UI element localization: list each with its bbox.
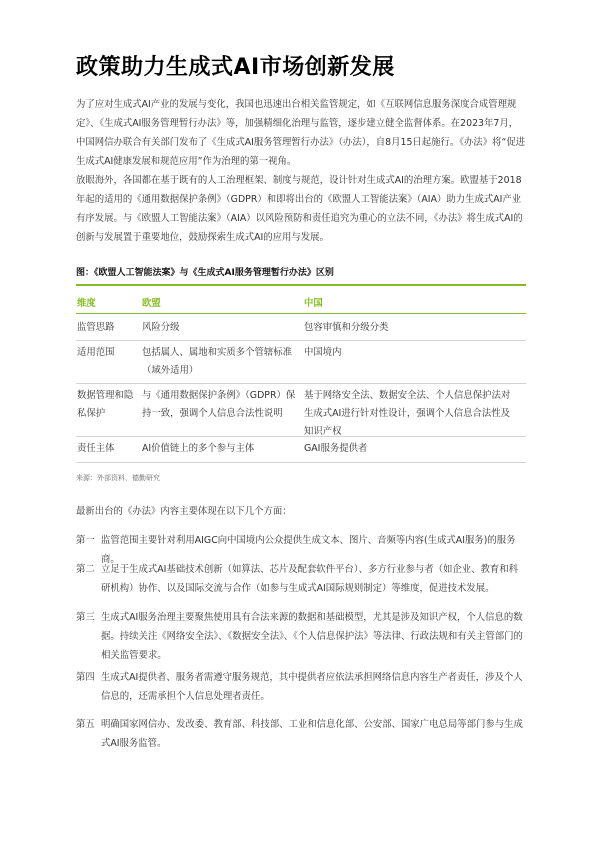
list-item-label: 第三 bbox=[76, 612, 95, 623]
list-item-text: 立足于生成式AI基础技术创新（如算法、芯片及配套软件平台）、多方行业参与者（如企业、教育和科研机构）协作、以及国际交流与合作（如参与生成式AI国际规则制定）等维度，促进技术发展。 bbox=[101, 564, 518, 594]
table-cell-dimension: 数据管理和隐私保护 bbox=[77, 390, 134, 419]
body-paragraph: 放眼海外，各国都在基于既有的人工治理框架、制度与规范，设计针对生成式AI的治理方案。欧盟基于2018年起的适用的《通用数据保护条例》（GDPR）和即将出台的《欧盟人工智能法案》（AIA）助力生成式AI产业有序发展。与《欧盟人工智能法案》（AIA）以风险预防和责任追究为重心的立法不同，《办法》将生成式AI的创新与发展置于重要地位，鼓励探索生成式AI的应用与发展。 bbox=[76, 175, 523, 243]
table-cell-china: 中国境内 bbox=[304, 347, 342, 358]
table-row bbox=[76, 341, 526, 384]
table-cell-china: GAI服务提供者 bbox=[304, 443, 368, 454]
list-item-text: 监管范围主要针对利用AIGC向中国境内公众提供生成文本、图片、音频等内容(生成式AI服务)的服务商。 bbox=[101, 535, 516, 565]
table-cell-eu: AI价值链上的多个参与主体 bbox=[142, 443, 255, 454]
table-header-row bbox=[76, 291, 526, 311]
table-cell-eu: 包括属人、属地和实质多个管辖标准（域外适用） bbox=[142, 347, 293, 376]
table-cell-dimension: 适用范围 bbox=[77, 347, 115, 358]
table-cell-dimension: 监管思路 bbox=[77, 322, 115, 333]
table-row bbox=[76, 316, 526, 341]
table-cell-china: 基于网络安全法、数据安全法、个人信息保护法对生成式AI进行针对性设计，强调个人信息合法性及知识产权 bbox=[304, 390, 511, 437]
list-item-text: 生成式AI服务治理主要聚焦使用具有合法来源的数据和基础模型，尤其是涉及知识产权，个人信息的数据。持续关注《网络安全法》、《数据安全法》、《个人信息保护法》等法律、行政法规和有关主管部门的相关监管要求。 bbox=[101, 612, 523, 661]
table-cell-dimension: 责任主体 bbox=[77, 443, 115, 454]
list-item-label: 第二 bbox=[76, 564, 95, 575]
list-item-text: 明确国家网信办、发改委、教育部、科技部、工业和信息化部、公安部、国家广电总局等部门参与生成式AI服务监管。 bbox=[101, 719, 523, 749]
table-cell-china: 包容审慎和分级分类 bbox=[304, 322, 389, 333]
table-top-rule bbox=[76, 284, 526, 286]
table-header-eu: 欧盟 bbox=[142, 298, 161, 309]
table-cell-eu: 风险分级 bbox=[142, 322, 180, 333]
table-source-note: 来源：外部资料，德勤研究 bbox=[76, 474, 160, 482]
body-paragraph: 为了应对生成式AI产业的发展与变化，我国也迅速出台相关监管规定，如《互联网信息服务深度合成管理规定》、《生成式AI服务管理暂行办法》等，加强精细化治理与监管，逐步建立健全监督体系。在2023年7月，中国网信办联合有关部门发布了《生成式AI服务管理暂行办法》（办法），自8月15日起施行。《办法》将“促进生成式AI健康发展和规范应用”作为治理的第一视角。 bbox=[76, 99, 526, 167]
table-cell-eu: 与《通用数据保护条例》（GDPR）保持一致，强调个人信息合法性说明 bbox=[142, 390, 296, 419]
table-row bbox=[76, 437, 526, 463]
list-item-label: 第四 bbox=[76, 672, 95, 683]
page-title: 政策助力生成式AI市场创新发展 bbox=[76, 55, 395, 80]
table-row bbox=[76, 384, 526, 437]
table-header-dimension: 维度 bbox=[77, 298, 96, 309]
list-item-text: 生成式AI提供者、服务者需遵守服务规范，其中提供者应依法承担网络信息内容生产者责任，涉及个人信息的，还需承担个人信息处理者责任。 bbox=[101, 672, 523, 702]
table-header-china: 中国 bbox=[304, 298, 323, 309]
list-intro: 最新出台的《办法》内容主要体现在以下几个方面： bbox=[76, 506, 292, 517]
table-header-rule bbox=[76, 313, 526, 314]
table-caption: 图：《欧盟人工智能法案》与《生成式AI服务管理暂行办法》区别 bbox=[76, 268, 334, 278]
list-item-label: 第一 bbox=[76, 535, 95, 546]
list-item-label: 第五 bbox=[76, 719, 95, 730]
